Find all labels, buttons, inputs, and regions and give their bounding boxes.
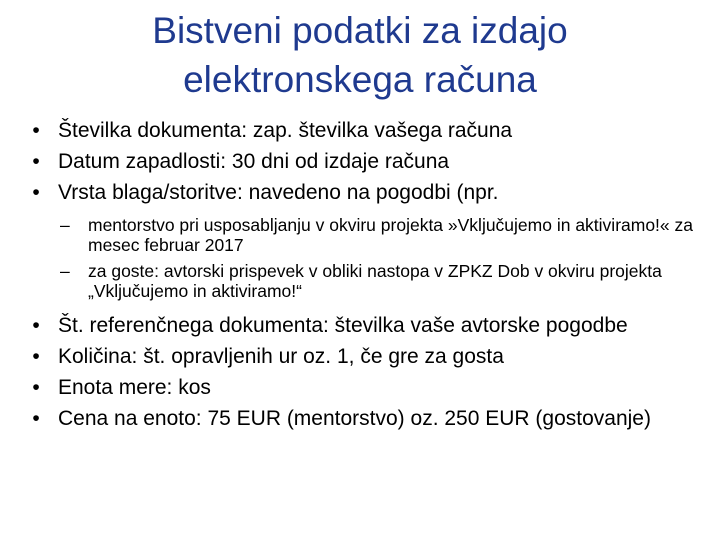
bullet-text: Enota mere: kos [58,376,211,399]
sub-bullet-text: mentorstvo pri usposabljanju v okviru projekta »Vključujemo in aktiviramo!« za mesec februar 2017 [88,215,693,255]
bullet-item [26,118,696,143]
bullet-text: Številka dokumenta: zap. številka vašega računa [58,119,513,142]
bullet-icon: • [32,119,40,142]
bullet-icon: • [32,150,40,173]
dash-icon: – [60,215,70,235]
bullet-item [26,180,696,205]
bullet-text: Datum zapadlosti: 30 dni od izdaje računa [58,150,450,173]
bullet-item [26,344,696,369]
bullet-text: Št. referenčnega dokumenta: številka vaše avtorske pogodbe [58,314,628,337]
bullet-item [26,149,696,174]
dash-icon: – [60,261,70,281]
slide-title [60,6,660,104]
bullet-text: Vrsta blaga/storitve: navedeno na pogodbi (npr. [58,181,499,204]
bullet-icon: • [32,407,40,430]
bullet-item [26,313,696,338]
bullet-text: Količina: št. opravljenih ur oz. 1, če gre za gosta [58,345,504,368]
bullet-icon: • [32,314,40,337]
sub-bullet-text: za goste: avtorski prispevek v obliki nastopa v ZPKZ Dob v okviru projekta „Vključujemo in aktiviramo!“ [88,261,662,301]
bullet-icon: • [32,181,40,204]
slide-title-line-2: elektronskega računa [183,59,537,100]
sub-bullet-item [26,215,696,255]
sub-bullet-item [26,261,696,301]
slide-body [26,118,696,437]
bullet-item [26,375,696,400]
bullet-item [26,406,696,431]
slide-title-line-1: Bistveni podatki za izdajo [152,10,568,51]
bullet-icon: • [32,345,40,368]
sub-bullet-list [26,215,696,301]
bullet-text: Cena na enoto: 75 EUR (mentorstvo) oz. 250 EUR (gostovanje) [58,407,651,430]
bullet-icon: • [32,376,40,399]
